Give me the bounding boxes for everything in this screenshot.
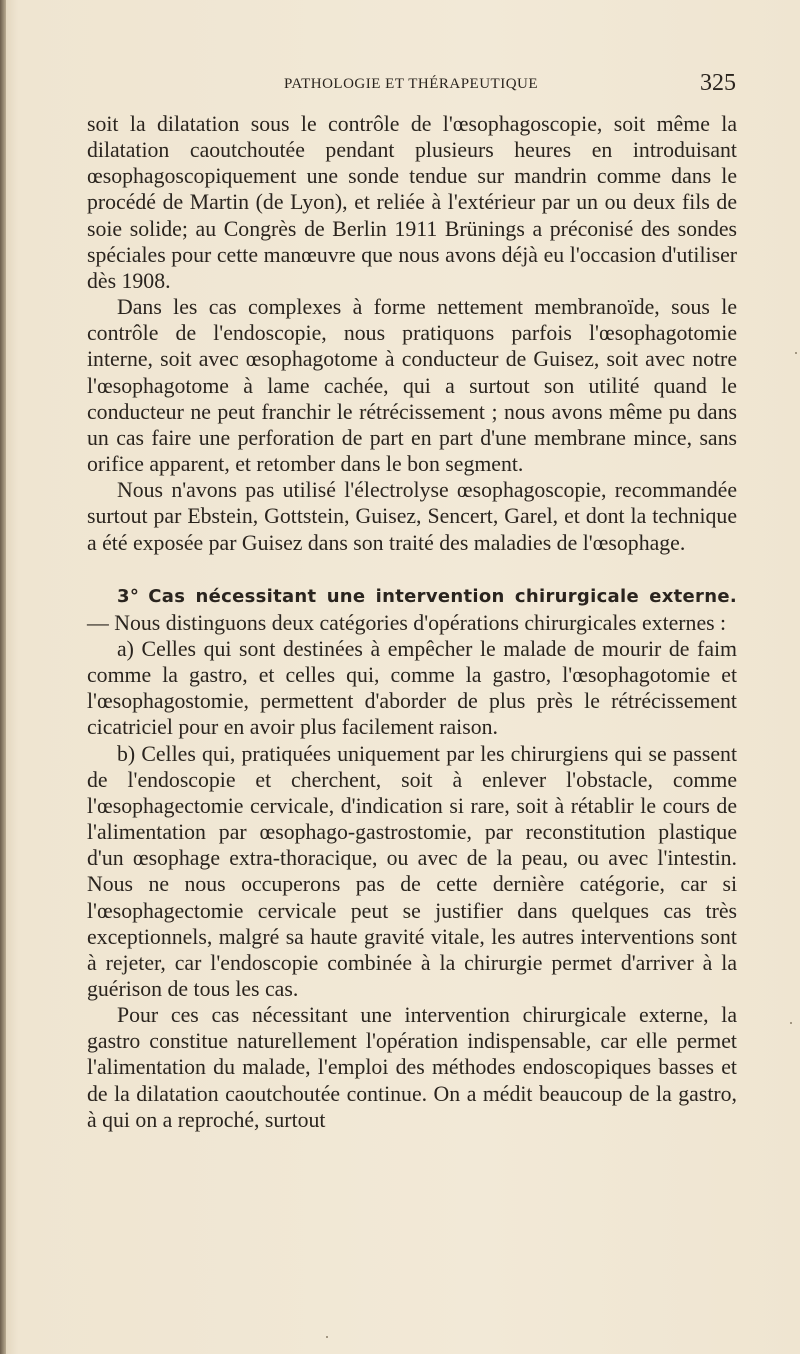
list-item-text: Celles qui, pratiquées uniquement par les chirurgiens qui se passent de l'endoscopie et cherchent, soit à enlever l'obstacle, comme l'œsophagectomie cervicale, d'indication si rare, soit à rétablir le cours de l'alimentation par œsophago-gastrostomie, par reconstitution plastique d'un œsophage extra-thoracique, ou avec de la peau, ou avec l'intestin. Nous ne nous occuperons pas de cette dernière catégorie, car si l'œsophagectomie cervicale peut se justifier dans quelques cas très exceptionnels, malgré sa haute gravité vitale, les autres interventions sont à rejeter, car l'endoscopie combinée à la chirurgie permet d'arriver à la guérison de tous les cas.: [87, 741, 737, 1001]
section-number: 3°: [117, 585, 140, 607]
section-3-paragraph: [87, 582, 737, 636]
section-heading: Cas nécessitant une intervention chirurgicale externe.: [148, 585, 737, 607]
paper-speck: [326, 1336, 328, 1338]
paragraph-1: soit la dilatation sous le contrôle de l'œsophagoscopie, soit même la dilatation caoutchoutée pendant plusieurs heures en introduisant œsophagoscopiquement une sonde tendue sur mandrin comme dans le procédé de Martin (de Lyon), et reliée à l'extérieur par un ou deux fils de soie solide; au Congrès de Berlin 1911 Brünings a préconisé des sondes spéciales pour cette manœuvre que nous avons déjà eu l'occasion d'utiliser dès 1908.: [87, 112, 737, 293]
running-head: [86, 66, 736, 106]
page-number: 325: [700, 70, 736, 96]
list-item-b: [87, 741, 737, 1003]
paper-speck: [790, 1022, 792, 1024]
paragraph-3: Nous n'avons pas utilisé l'électrolyse œsophagoscopie, recommandée surtout par Ebstein, Gottstein, Guisez, Sencert, Garel, et dont la technique a été exposée par Guisez dans son traité des maladies de l'œsophage.: [87, 478, 737, 555]
paragraph-2: Dans les cas complexes à forme nettement membranoïde, sous le contrôle de l'endoscopie, nous pratiquons parfois l'œsophagotomie interne, soit avec œsophagotome à conducteur de Guisez, soit avec notre l'œsophagotome à lame cachée, qui a surtout son utilité quand le conducteur ne peut franchir le rétrécissement ; nous avons même pu dans un cas faire une perforation de part en part d'une membrane mince, sans orifice apparent, et retomber dans le bon segment.: [87, 295, 737, 477]
page-spine-edge: [0, 0, 6, 1354]
running-title: PATHOLOGIE ET THÉRAPEUTIQUE: [283, 76, 539, 92]
body-text: [87, 111, 737, 1133]
list-item-a: [87, 636, 737, 741]
list-item-label: a): [117, 636, 134, 661]
final-paragraph: Pour ces cas nécessitant une intervention chirurgicale externe, la gastro constitue naturellement l'opération indispensable, car elle permet l'alimentation du malade, l'emploi des méthodes endoscopiques basses et de la dilatation caoutchoutée continue. On a médit beaucoup de la gastro, à qui on a reproché, surtout: [87, 1003, 737, 1132]
section-intro: — Nous distinguons deux catégories d'opérations chirurgicales externes :: [87, 610, 727, 635]
list-item-text: Celles qui sont destinées à empêcher le malade de mourir de faim comme la gastro, et celles qui, comme la gastro, l'œsophagotomie et l'œsophagostomie, permettent d'aborder de plus près le rétrécissement cicatriciel pour en avoir plus facilement raison.: [87, 636, 738, 740]
list-item-label: b): [117, 741, 136, 766]
paper-speck: [795, 352, 797, 354]
